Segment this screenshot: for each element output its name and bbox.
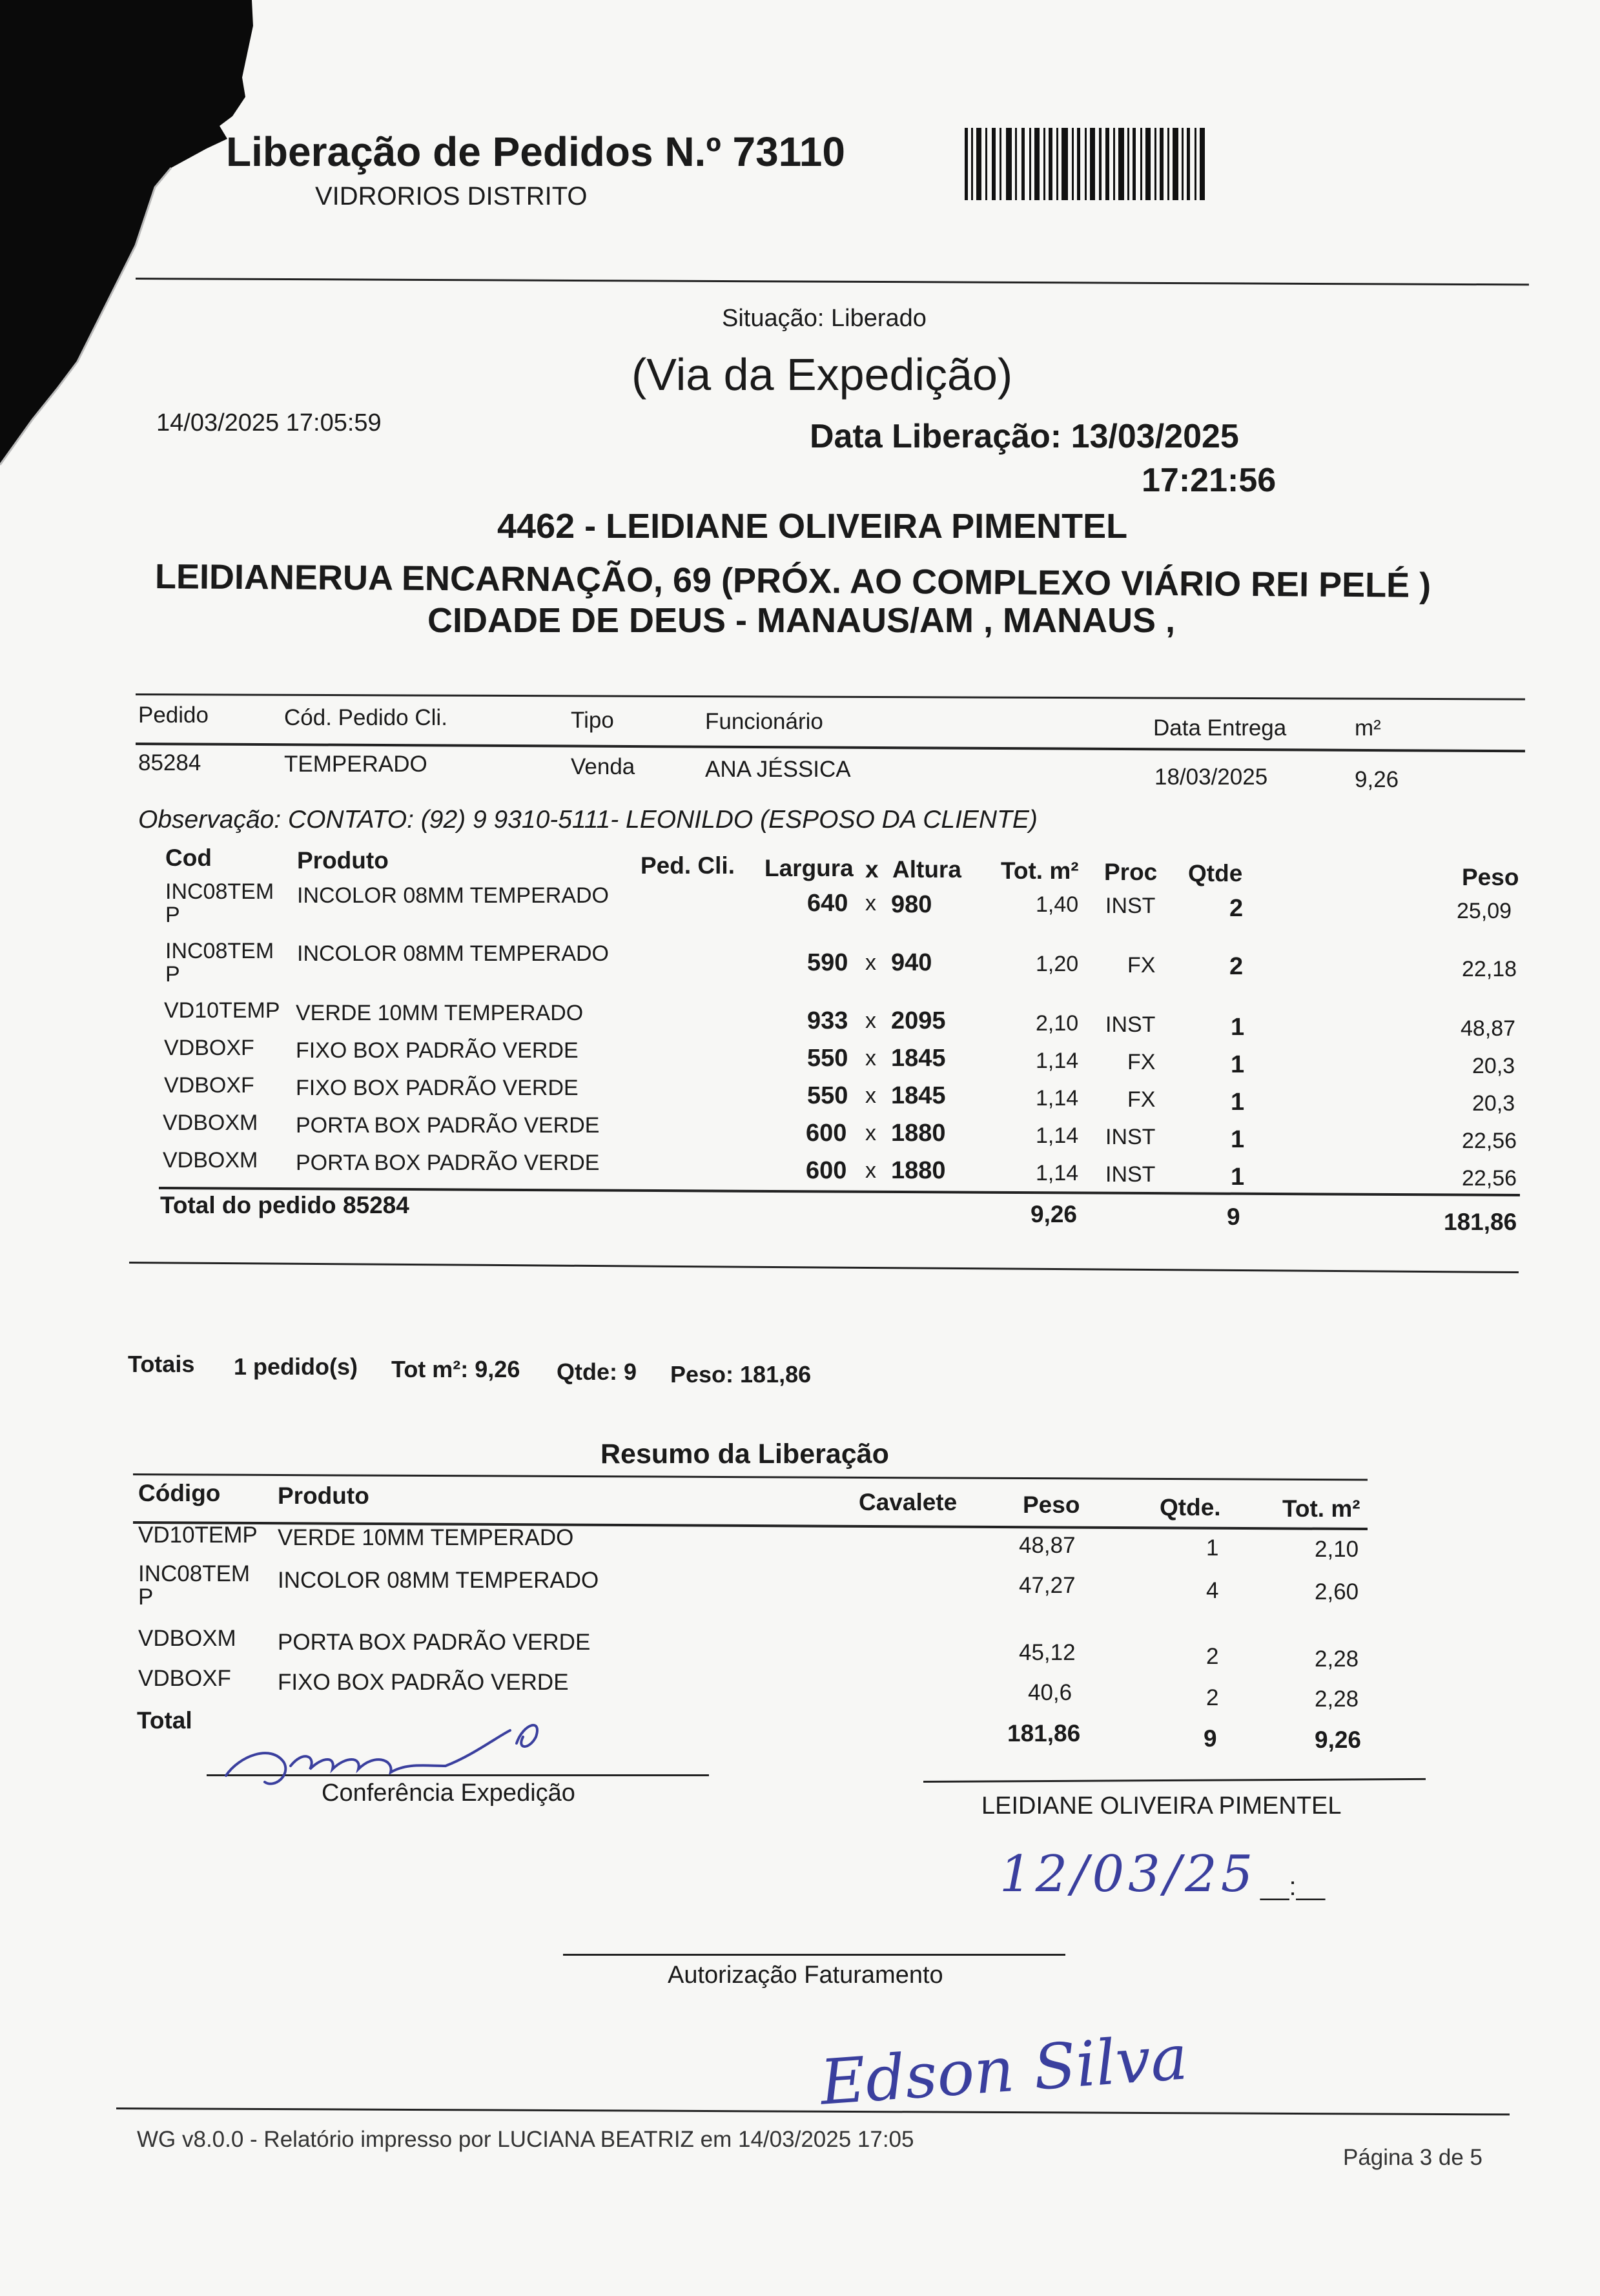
company-name: VIDRORIOS DISTRITO	[315, 182, 588, 210]
resumo-0-qtde: 1	[1206, 1535, 1219, 1561]
resumo-3-codigo: VDBOXF	[138, 1666, 231, 1691]
order-cod-cli: TEMPERADO	[284, 752, 427, 777]
item-5-qtde: 1	[1231, 1126, 1245, 1153]
item-3-peso: 20,3	[1472, 1054, 1515, 1078]
footer-page: Página 3 de 5	[1343, 2145, 1483, 2170]
item-3-altura: 1845	[891, 1045, 946, 1072]
order-funcionario: ANA JÉSSICA	[705, 757, 851, 782]
resumo-2-qtde: 2	[1206, 1644, 1219, 1669]
item-4-cod: VDBOXF	[164, 1073, 254, 1098]
item-2-tot: 2,10	[1036, 1011, 1079, 1036]
resumo-header-cavalete: Cavalete	[859, 1489, 958, 1515]
item-4-altura: 1845	[891, 1082, 946, 1109]
item-5-peso: 22,56	[1462, 1129, 1517, 1153]
item-2-altura: 2095	[891, 1007, 946, 1034]
items-header-x: x	[865, 856, 879, 883]
cliente-name: LEIDIANE OLIVEIRA PIMENTEL	[981, 1792, 1342, 1819]
items-header-proc: Proc	[1104, 859, 1158, 885]
item-6-peso: 22,56	[1462, 1166, 1517, 1191]
via-label: (Via da Expedição)	[631, 349, 1013, 400]
item-6-largura: 600	[806, 1157, 847, 1184]
order-header-pedido: Pedido	[138, 702, 209, 728]
item-1-produto: INCOLOR 08MM TEMPERADO	[297, 941, 610, 966]
resumo-3-tot: 2,28	[1315, 1686, 1359, 1712]
order-header-funcionario: Funcionário	[705, 709, 823, 734]
resumo-total-label: Total	[137, 1707, 192, 1734]
item-4-proc: FX	[1127, 1087, 1156, 1112]
item-6-proc: INST	[1105, 1162, 1156, 1187]
resumo-total-m2: 9,26	[1315, 1727, 1362, 1753]
item-3-proc: FX	[1127, 1050, 1156, 1074]
item-5-altura: 1880	[891, 1120, 946, 1147]
resumo-total-qtde: 9	[1204, 1725, 1217, 1752]
item-3-x: x	[865, 1046, 876, 1071]
data-liberacao-time: 17:21:56	[1142, 462, 1277, 499]
resumo-total-peso: 181,86	[1007, 1720, 1081, 1747]
resumo-header-qtde: Qtde.	[1160, 1494, 1221, 1521]
item-1-altura: 940	[891, 949, 932, 976]
item-4-tot: 1,14	[1036, 1086, 1079, 1111]
client-address-line1: LEIDIANERUA ENCARNAÇÃO, 69 (PRÓX. AO COMPLEXO VIÁRIO REI PELÉ )	[154, 557, 1431, 605]
item-3-qtde: 1	[1231, 1051, 1245, 1078]
resumo-0-tot: 2,10	[1315, 1537, 1359, 1562]
items-total-qtde: 9	[1227, 1204, 1240, 1230]
order-header-cod-cli: Cód. Pedido Cli.	[284, 705, 447, 730]
items-header-tot-m2: Tot. m²	[1001, 857, 1079, 884]
item-2-peso: 48,87	[1461, 1016, 1516, 1041]
resumo-1-peso: 47,27	[1019, 1573, 1076, 1598]
printed-datetime: 14/03/2025 17:05:59	[156, 409, 382, 436]
item-2-largura: 933	[807, 1007, 848, 1034]
totais-label: Totais	[128, 1351, 195, 1377]
resumo-0-peso: 48,87	[1019, 1533, 1076, 1558]
document-title: Liberação de Pedidos N.º 73110	[226, 128, 845, 175]
item-5-largura: 600	[806, 1120, 847, 1147]
item-1-cod: INC08TEM	[165, 939, 274, 963]
item-2-produto: VERDE 10MM TEMPERADO	[296, 1001, 584, 1025]
item-1-proc: FX	[1127, 953, 1156, 978]
barcode	[965, 128, 1207, 200]
resumo-2-produto: PORTA BOX PADRÃO VERDE	[278, 1630, 591, 1655]
item-6-produto: PORTA BOX PADRÃO VERDE	[296, 1151, 600, 1175]
item-6-altura: 1880	[891, 1157, 946, 1184]
observacao: Observação: CONTATO: (92) 9 9310-5111- LEONILDO (ESPOSO DA CLIENTE)	[138, 806, 1038, 834]
conferencia-label: Conferência Expedição	[322, 1779, 575, 1807]
items-header-peso: Peso	[1462, 864, 1519, 890]
resumo-2-codigo: VDBOXM	[138, 1626, 236, 1651]
resumo-title: Resumo da Liberação	[600, 1439, 889, 1470]
item-2-cod: VD10TEMP	[164, 998, 280, 1023]
resumo-1-codigo-cont: P	[138, 1584, 154, 1610]
resumo-header-tot-m2: Tot. m²	[1282, 1495, 1360, 1522]
totais-pedidos: 1 pedido(s)	[234, 1353, 358, 1380]
item-4-largura: 550	[807, 1082, 848, 1109]
resumo-1-qtde: 4	[1206, 1578, 1219, 1603]
item-5-proc: INST	[1105, 1125, 1156, 1149]
item-2-proc: INST	[1105, 1012, 1156, 1037]
totais-qtde: Qtde: 9	[557, 1358, 637, 1385]
resumo-header-codigo: Código	[138, 1480, 221, 1506]
item-6-qtde: 1	[1231, 1163, 1245, 1191]
items-header-produto: Produto	[297, 847, 389, 874]
order-header-m2: m²	[1355, 715, 1381, 741]
item-1-qtde: 2	[1229, 953, 1244, 980]
order-header-data-entrega: Data Entrega	[1153, 715, 1287, 741]
situacao-label: Situação: Liberado	[722, 305, 927, 332]
item-3-cod: VDBOXF	[164, 1036, 254, 1060]
resumo-header-produto: Produto	[278, 1482, 369, 1509]
autorizacao-label: Autorização Faturamento	[668, 1962, 943, 1989]
item-0-cod: INC08TEM	[165, 879, 274, 904]
handwritten-date: 12/03/25	[1000, 1845, 1257, 1903]
client-name: 4462 - LEIDIANE OLIVEIRA PIMENTEL	[497, 507, 1128, 546]
item-0-altura: 980	[891, 891, 932, 918]
resumo-2-tot: 2,28	[1315, 1646, 1359, 1672]
item-4-x: x	[865, 1083, 876, 1108]
item-1-x: x	[865, 950, 876, 975]
resumo-3-produto: FIXO BOX PADRÃO VERDE	[278, 1670, 569, 1695]
item-5-cod: VDBOXM	[163, 1111, 258, 1135]
footer-report: WG v8.0.0 - Relatório impresso por LUCIANA BEATRIZ em 14/03/2025 17:05	[137, 2127, 914, 2152]
items-total-m2: 9,26	[1031, 1201, 1078, 1227]
items-total-label: Total do pedido 85284	[160, 1192, 409, 1218]
item-0-cod-cont: P	[165, 903, 180, 927]
resumo-1-produto: INCOLOR 08MM TEMPERADO	[278, 1568, 599, 1593]
item-0-tot: 1,40	[1036, 892, 1079, 917]
item-1-cod-cont: P	[165, 962, 180, 987]
items-header-largura: Largura	[764, 855, 854, 881]
resumo-0-produto: VERDE 10MM TEMPERADO	[278, 1525, 574, 1550]
item-0-peso: 25,09	[1457, 899, 1512, 923]
items-header-cod: Cod	[165, 845, 212, 871]
order-m2: 9,26	[1355, 767, 1399, 792]
order-pedido: 85284	[138, 750, 201, 775]
item-0-largura: 640	[807, 890, 848, 917]
autorizacao-line	[563, 1954, 1065, 1956]
item-2-x: x	[865, 1009, 876, 1033]
order-header-tipo: Tipo	[571, 708, 614, 733]
order-tipo: Venda	[571, 754, 635, 779]
resumo-0-codigo: VD10TEMP	[138, 1522, 258, 1548]
items-header-ped-cli: Ped. Cli.	[641, 852, 735, 879]
item-5-produto: PORTA BOX PADRÃO VERDE	[296, 1113, 600, 1138]
item-4-produto: FIXO BOX PADRÃO VERDE	[296, 1076, 579, 1100]
resumo-2-peso: 45,12	[1019, 1640, 1076, 1665]
items-header-altura: Altura	[892, 856, 961, 883]
item-3-largura: 550	[807, 1045, 848, 1072]
autorizacao-signature: Edson Silva	[817, 2021, 1190, 2119]
items-header-qtde: Qtde	[1188, 860, 1243, 887]
item-6-x: x	[865, 1158, 876, 1183]
item-5-x: x	[865, 1121, 876, 1145]
resumo-3-peso: 40,6	[1028, 1680, 1072, 1705]
item-1-largura: 590	[807, 949, 848, 976]
item-3-produto: FIXO BOX PADRÃO VERDE	[296, 1038, 579, 1063]
order-data-entrega: 18/03/2025	[1154, 764, 1268, 790]
item-6-tot: 1,14	[1036, 1161, 1079, 1185]
item-5-tot: 1,14	[1036, 1123, 1079, 1148]
item-6-cod: VDBOXM	[163, 1148, 258, 1173]
item-0-produto: INCOLOR 08MM TEMPERADO	[297, 883, 610, 908]
item-0-x: x	[865, 891, 876, 916]
time-placeholder: __:__	[1260, 1872, 1326, 1901]
client-address-line2: CIDADE DE DEUS - MANAUS/AM , MANAUS ,	[427, 601, 1176, 640]
items-total-peso: 181,86	[1444, 1209, 1517, 1235]
resumo-1-codigo: INC08TEM	[138, 1561, 251, 1586]
item-4-qtde: 1	[1231, 1089, 1245, 1116]
item-1-tot: 1,20	[1036, 952, 1079, 976]
item-4-peso: 20,3	[1472, 1091, 1515, 1116]
totais-peso: Peso: 181,86	[670, 1361, 812, 1388]
item-2-qtde: 1	[1231, 1014, 1245, 1041]
totais-m2: Tot m²: 9,26	[391, 1356, 520, 1382]
resumo-3-qtde: 2	[1206, 1685, 1219, 1710]
item-0-qtde: 2	[1229, 895, 1244, 922]
item-0-proc: INST	[1105, 894, 1156, 918]
item-1-peso: 22,18	[1462, 957, 1517, 981]
resumo-header-peso: Peso	[1023, 1491, 1080, 1518]
data-liberacao: Data Liberação: 13/03/2025	[810, 418, 1239, 455]
resumo-1-tot: 2,60	[1315, 1579, 1359, 1604]
item-3-tot: 1,14	[1036, 1049, 1079, 1073]
